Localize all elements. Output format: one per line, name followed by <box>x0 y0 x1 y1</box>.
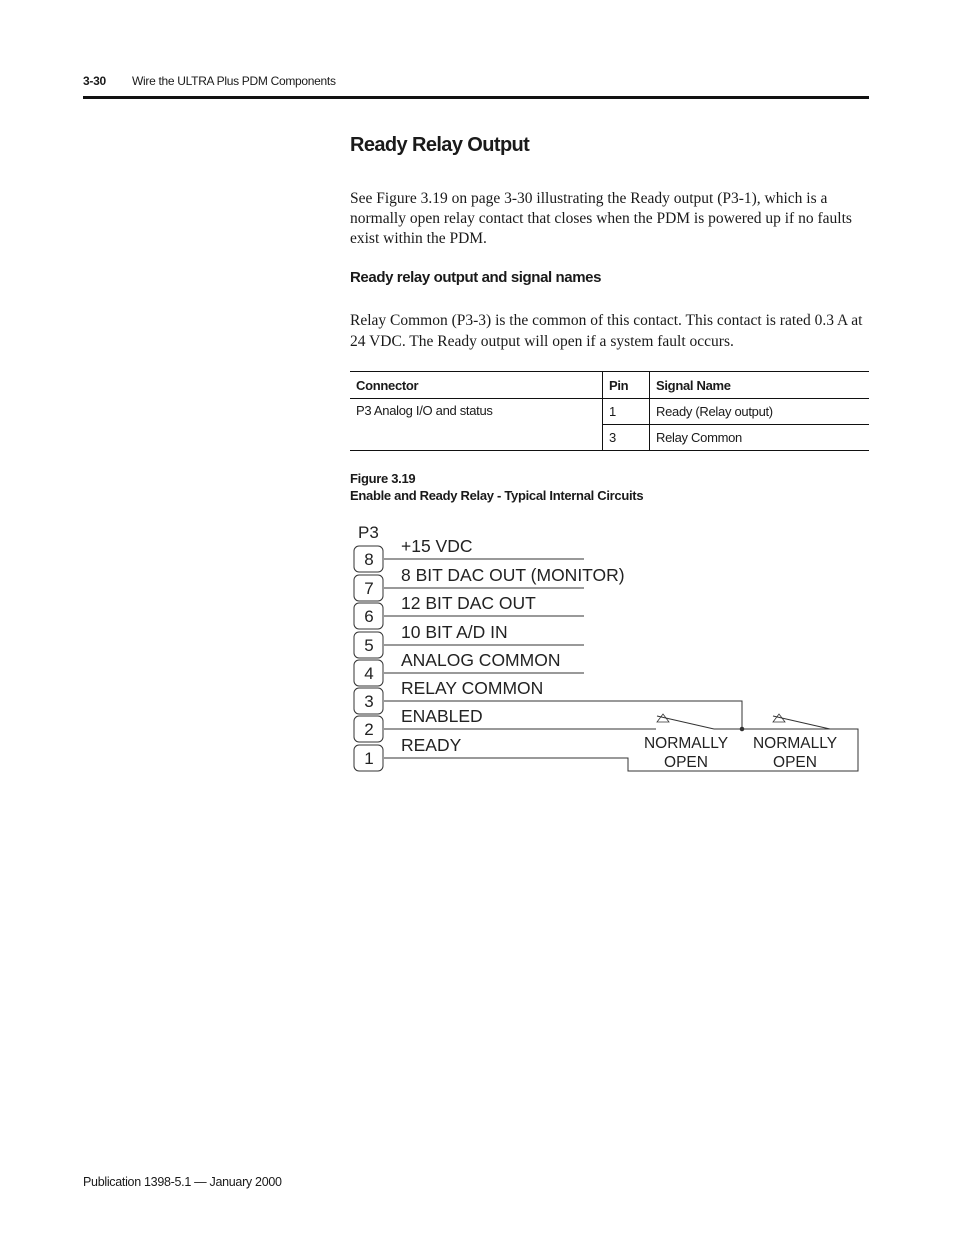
pin-signal-label: ENABLED <box>401 706 483 726</box>
pin-number: 8 <box>364 550 374 569</box>
pin-signal-label: RELAY COMMON <box>401 678 544 698</box>
chapter-title: Wire the ULTRA Plus PDM Components <box>132 74 336 88</box>
header-connector: Connector <box>350 372 603 399</box>
header-pin: Pin <box>603 372 650 399</box>
contact2-switch-icon <box>773 716 830 729</box>
junction-dot <box>740 727 744 731</box>
relay-common-paragraph: Relay Common (P3-3) is the common of this contact. This contact is rated 0.3 A at 24 VDC. The Ready output will open if a system fault occurs. <box>350 312 863 350</box>
intro-paragraph: See Figure 3.19 on page 3-30 illustrating the Ready output (P3-1), which is a normally open relay contact that closes when the PDM is powered up if no faults exist within the PDM. <box>350 190 852 247</box>
header-signal-name: Signal Name <box>650 372 870 399</box>
contact1-label-line1: NORMALLY <box>643 735 729 752</box>
pin-number: 2 <box>364 720 374 739</box>
connector-label: P3 <box>358 523 379 542</box>
contact2-label-line2: OPEN <box>773 754 817 771</box>
relay-circuit-diagram <box>340 518 870 778</box>
pin-signal-label: ANALOG COMMON <box>401 650 561 670</box>
figure-number: Figure 3.19 <box>350 471 416 486</box>
cell-connector: P3 Analog I/O and status <box>350 399 603 451</box>
figure-title: Enable and Ready Relay - Typical Internal Circuits <box>350 488 644 503</box>
section-title: Ready Relay Output <box>350 134 530 156</box>
cell-signal: Relay Common <box>650 425 870 451</box>
page-number: 3-30 <box>83 74 106 88</box>
pin-signal-label: +15 VDC <box>401 536 473 556</box>
cell-signal: Ready (Relay output) <box>650 399 870 425</box>
header-rule <box>83 96 869 99</box>
pin-number: 3 <box>364 692 374 711</box>
footer-publication: Publication 1398-5.1 — January 2000 <box>83 1175 282 1189</box>
contact2-label-line1: NORMALLY <box>752 735 838 752</box>
signal-table <box>350 371 869 451</box>
pin-list <box>354 536 625 771</box>
table-row <box>350 399 869 425</box>
table-header-row <box>350 372 869 399</box>
subheading: Ready relay output and signal names <box>350 269 602 286</box>
cell-pin: 1 <box>603 399 650 425</box>
contact1-switch-icon <box>657 716 714 729</box>
pin-number: 5 <box>364 636 374 655</box>
pin-signal-label: READY <box>401 735 462 755</box>
contact1-label-line2: OPEN <box>664 754 708 771</box>
cell-pin: 3 <box>603 425 650 451</box>
pin-number: 7 <box>364 579 374 598</box>
pin-number: 6 <box>364 607 374 626</box>
pin-signal-label: 12 BIT DAC OUT <box>401 593 536 613</box>
pin-number: 1 <box>364 749 374 768</box>
pin-signal-label: 10 BIT A/D IN <box>401 622 508 642</box>
pin-number: 4 <box>364 664 374 683</box>
pin-signal-label: 8 BIT DAC OUT (MONITOR) <box>401 565 625 585</box>
